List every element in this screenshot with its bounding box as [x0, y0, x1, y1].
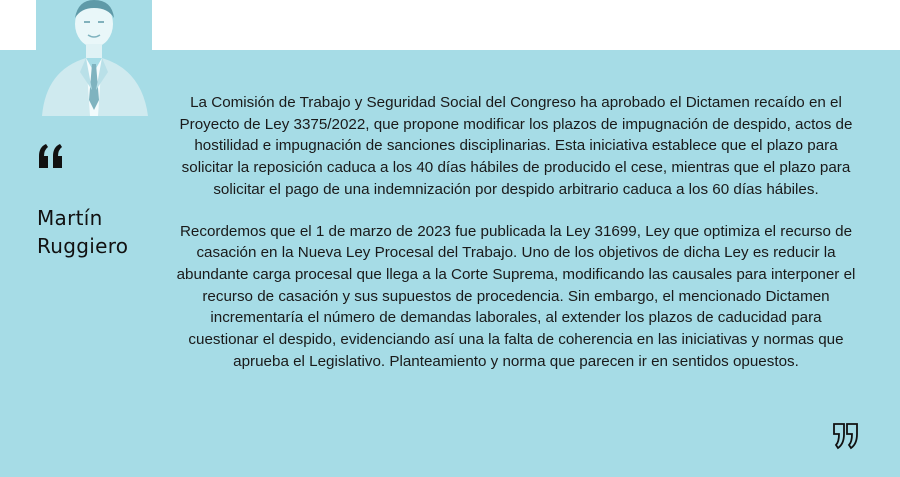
- close-quote-icon: [832, 422, 860, 450]
- article-paragraph-2: Recordemos que el 1 de marzo de 2023 fue publicada la Ley 31699, Ley que optimiza el recurso de casación en la Nueva Ley Procesal del Trabajo. Uno de los objetivos de dicha Ley es reducir la abundante carga procesal que llega a la Corte Suprema, modificando las causales para interponer el recurso de casación y sus supuestos de procedencia. Sin embargo, el mencionado Dictamen incrementaría el número de demandas laborales, al extender los plazos de caducidad para cuestionar el despido, evidenciando así una la falta de coherencia en las iniciativas y normas que aprueba el Legislativo. Planteamiento y norma que parecen ir en sentidos opuestos.: [176, 222, 856, 370]
- author-name: [37, 204, 167, 260]
- article-paragraph-1: La Comisión de Trabajo y Seguridad Social del Congreso ha aprobado el Dictamen recaído en el Proyecto de Ley 3375/2022, que propone modificar los plazos de impugnación de despido, actos de hostilidad e impugnación de sanciones disciplinarias. Esta iniciativa establece que el plazo para solicitar la reposición caduca a los 40 días hábiles de producido el cese, mientras que el plazo para solicitar el pago de una indemnización por despido arbitrario caduca a los 60 días hábiles.: [179, 94, 853, 198]
- author-portrait: [36, 0, 152, 116]
- author-last-name: Ruggiero: [37, 234, 129, 258]
- author-first-name: Martín: [37, 206, 103, 230]
- open-quote-icon: [36, 140, 66, 170]
- article-body: [176, 92, 856, 372]
